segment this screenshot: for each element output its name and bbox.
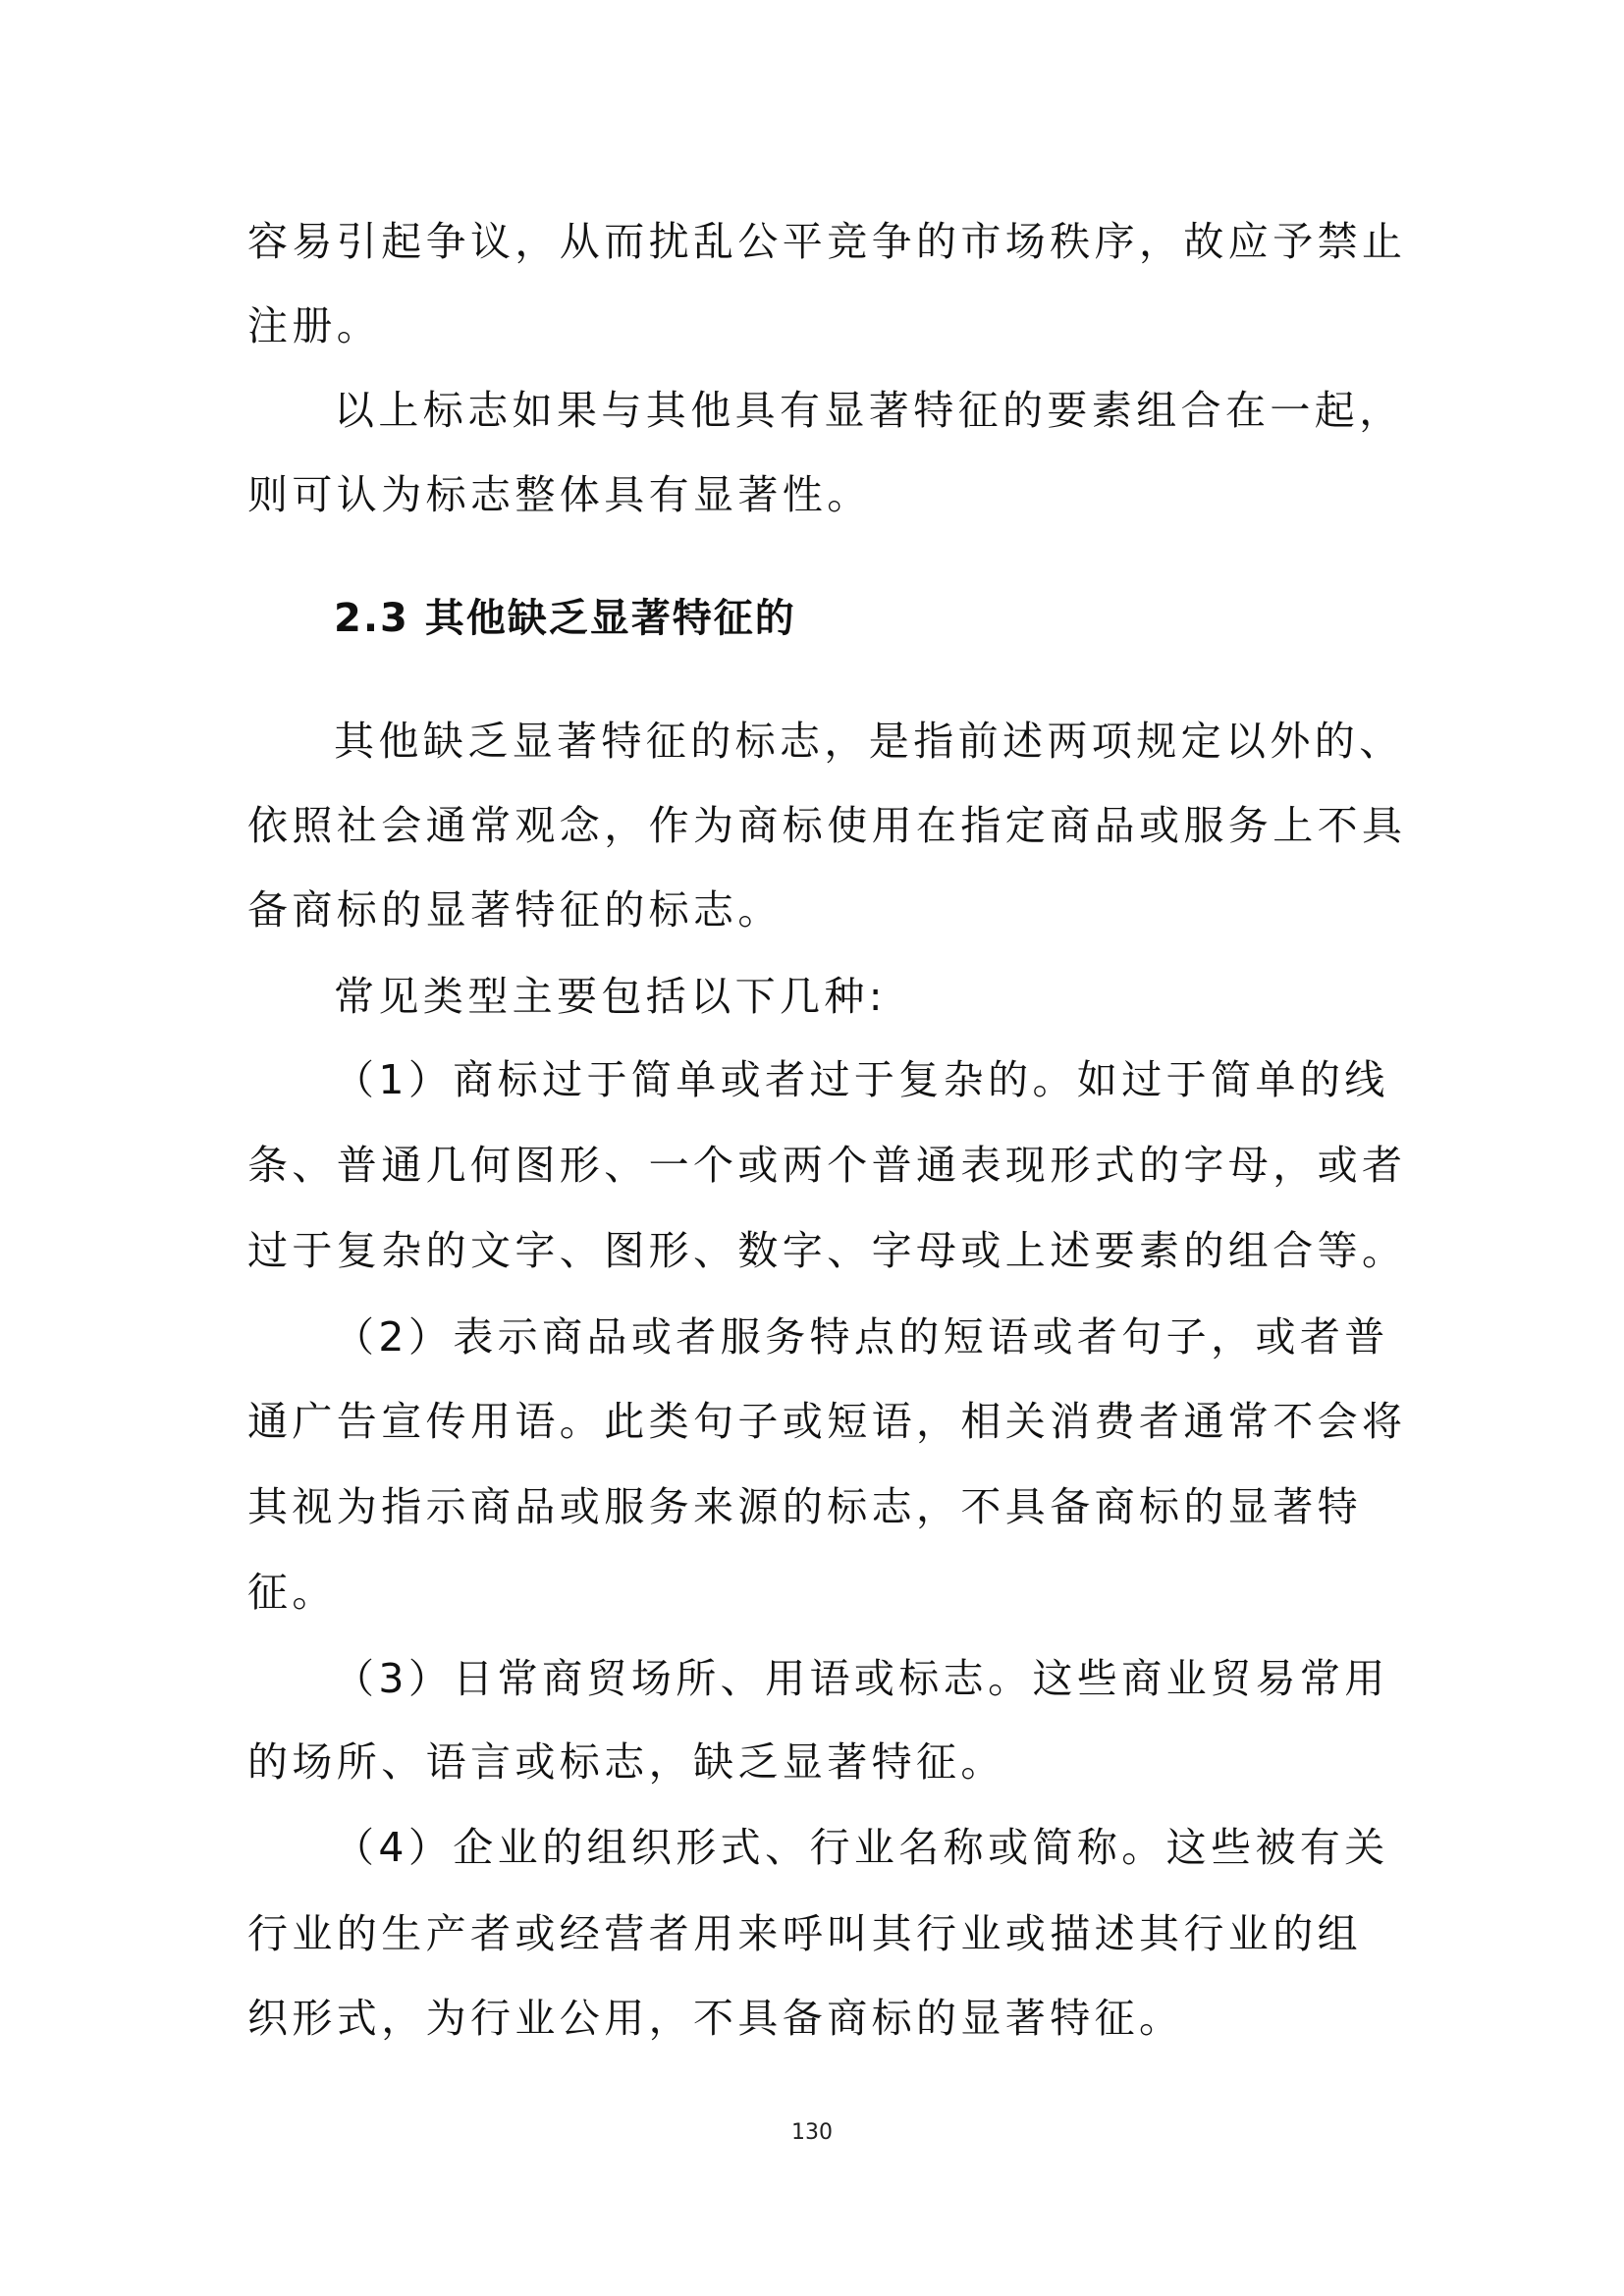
paragraph-line: 则可认为标志整体具有显著性。 (247, 471, 872, 518)
list-item-line: 通广告宣传用语。此类句子或短语，相关消费者通常不会将 (247, 1398, 1407, 1445)
list-item-line: （2）表示商品或者服务特点的短语或者句子，或者普 (334, 1313, 1389, 1361)
list-item-line: （1）商标过于简单或者过于复杂的。如过于简单的线 (334, 1056, 1389, 1103)
paragraph-line: 备商标的显著特征的标志。 (247, 886, 783, 934)
list-item-line: 征。 (247, 1569, 337, 1616)
list-item-line: 过于复杂的文字、图形、数字、字母或上述要素的组合等。 (247, 1227, 1407, 1274)
list-item-line: 条、普通几何图形、一个或两个普通表现形式的字母，或者 (247, 1142, 1407, 1189)
list-item-line: 其视为指示商品或服务来源的标志，不具备商标的显著特 (247, 1483, 1362, 1530)
list-item-line: （3）日常商贸场所、用语或标志。这些商业贸易常用 (334, 1655, 1389, 1702)
section-heading: 2.3 其他缺乏显著特征的 (334, 596, 796, 641)
paragraph-line: 其他缺乏显著特征的标志，是指前述两项规定以外的、 (334, 718, 1404, 765)
paragraph-line: 依照社会通常观念，作为商标使用在指定商品或服务上不具 (247, 802, 1407, 849)
list-item-line: 的场所、语言或标志，缺乏显著特征。 (247, 1738, 1005, 1786)
paragraph-line: 以上标志如果与其他具有显著特征的要素组合在一起， (334, 387, 1404, 434)
paragraph-line: 注册。 (247, 302, 382, 349)
page-number: 130 (791, 2120, 833, 2145)
paragraph-line: 常见类型主要包括以下几种: (334, 973, 888, 1020)
paragraph-line: 容易引起争议，从而扰乱公平竞争的市场秩序，故应予禁止 (247, 218, 1407, 265)
list-item-line: 行业的生产者或经营者用来呼叫其行业或描述其行业的组 (247, 1910, 1362, 1957)
list-item-line: （4）企业的组织形式、行业名称或简称。这些被有关 (334, 1824, 1389, 1871)
list-item-line: 织形式，为行业公用，不具备商标的显著特征。 (247, 1995, 1184, 2042)
